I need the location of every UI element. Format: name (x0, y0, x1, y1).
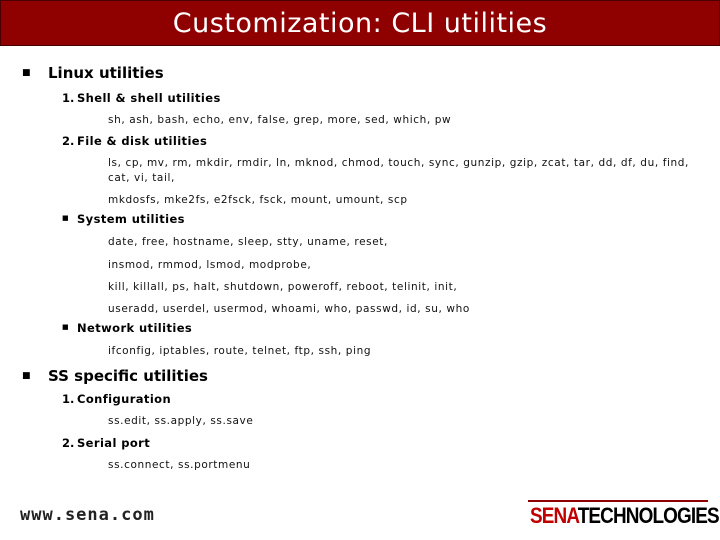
group-heading-serial-port: Serial port (77, 436, 151, 450)
group-heading-network: Network utilities (77, 321, 193, 335)
utility-line: date, free, hostname, sleep, stty, uname, reset, (108, 236, 388, 248)
utility-line: kill, killall, ps, halt, shutdown, poweroff, reboot, telinit, init, (108, 281, 458, 293)
utility-line: mkdosfs, mke2fs, e2fsck, fsck, mount, umount, scp (108, 194, 408, 206)
slide-title: Customization: CLI utilities (172, 7, 548, 39)
utility-line: cat, vi, tail, (108, 172, 175, 184)
utility-line: ss.connect, ss.portmenu (108, 459, 251, 471)
logo-sena-text: SENA (530, 503, 578, 528)
utility-line: insmod, rmmod, lsmod, modprobe, (108, 259, 312, 271)
utility-line: ls, cp, mv, rm, mkdir, rmdir, ln, mknod, chmod, touch, sync, gunzip, gzip, zcat, tar, dd, df, du, find, (108, 157, 689, 169)
utility-line: useradd, userdel, usermod, whoami, who, passwd, id, su, who (108, 303, 470, 315)
square-bullet-icon: ■ (22, 371, 31, 381)
logo-technologies-text: TECHNOLOGIES (577, 503, 719, 528)
sena-technologies-logo (530, 503, 719, 529)
section-heading-linux: Linux utilities (48, 64, 164, 82)
group-heading-system: System utilities (77, 212, 185, 226)
group-heading-configuration: Configuration (77, 392, 172, 406)
square-bullet-icon: ■ (22, 68, 31, 78)
utility-line: ss.edit, ss.apply, ss.save (108, 415, 254, 427)
utility-line: ifconfig, iptables, route, telnet, ftp, ssh, ping (108, 345, 372, 357)
title-bar (0, 0, 720, 46)
group-number: 2. (62, 134, 75, 148)
group-number: 1. (62, 392, 75, 406)
square-bullet-icon: ■ (62, 323, 69, 331)
footer-url: www.sena.com (20, 505, 155, 525)
footer-divider (528, 500, 708, 502)
utility-line: sh, ash, bash, echo, env, false, grep, more, sed, which, pw (108, 114, 452, 126)
square-bullet-icon: ■ (62, 214, 69, 222)
section-heading-ss: SS specific utilities (48, 367, 208, 385)
group-heading-file-disk: File & disk utilities (77, 134, 208, 148)
group-number: 1. (62, 91, 75, 105)
group-heading-shell: Shell & shell utilities (77, 91, 221, 105)
group-number: 2. (62, 436, 75, 450)
